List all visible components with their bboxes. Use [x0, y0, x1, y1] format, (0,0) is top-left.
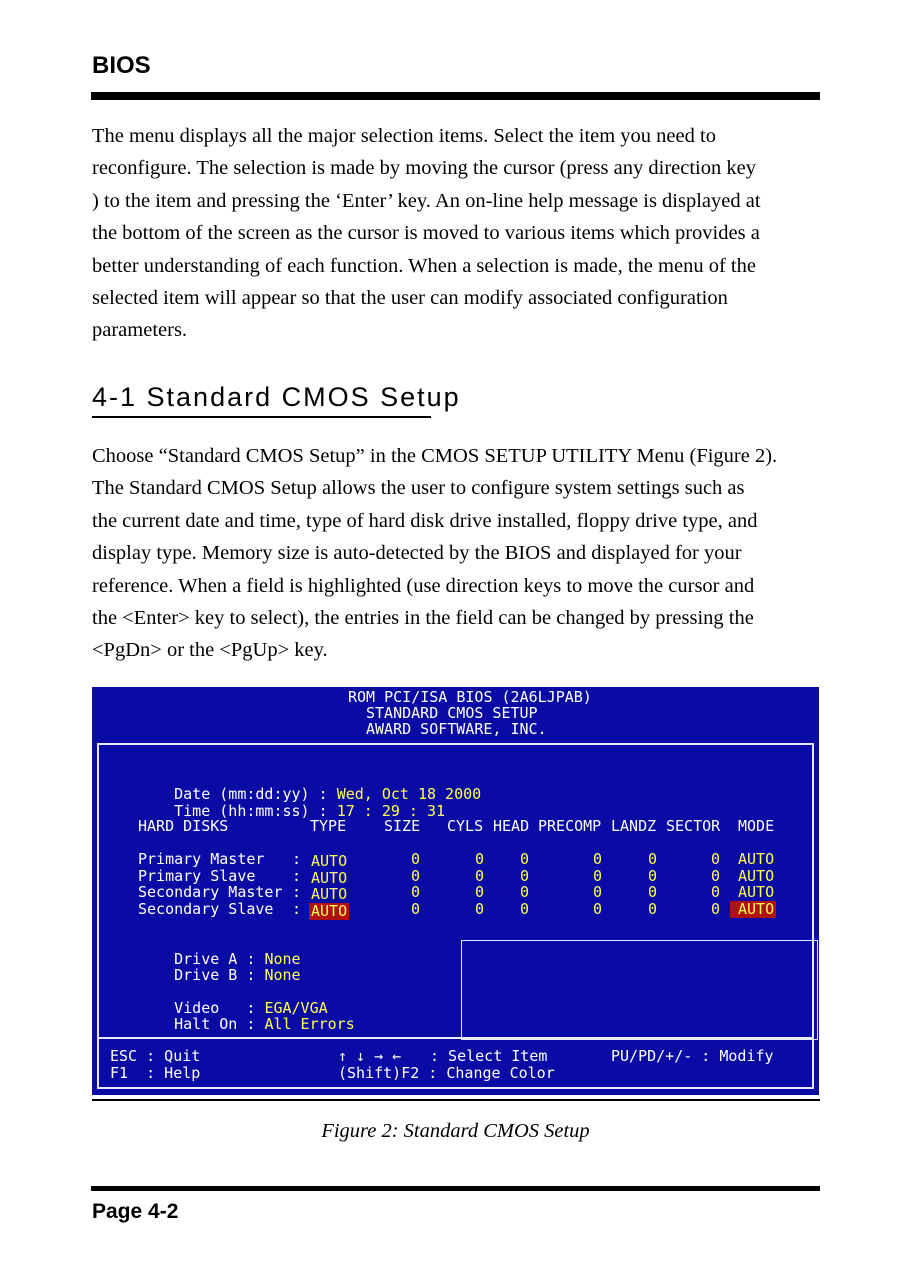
header-rule [91, 92, 820, 100]
bios-key-change-color: (Shift)F2 : Change Color [338, 1064, 555, 1082]
section-line: <PgDn> or the <PgUp> key. [92, 639, 328, 662]
disk-sep: : [292, 867, 302, 885]
disk-sector: 0 [711, 850, 721, 868]
disk-head: 0 [520, 867, 530, 885]
col-header-cyls: CYLS [447, 817, 484, 835]
disk-landz: 0 [648, 850, 658, 868]
disk-size: 0 [411, 883, 421, 901]
intro-paragraph [92, 120, 820, 347]
disk-name: Primary Slave [138, 867, 256, 885]
section-line: display type. Memory size is auto-detected by the BIOS and displayed for your [92, 542, 742, 565]
disk-cyls: 0 [475, 867, 485, 885]
time-label: Time (hh:mm:ss) : [174, 801, 337, 820]
col-header-size: SIZE [384, 817, 421, 835]
intro-line: The menu displays all the major selection items. Select the item you need to [92, 125, 716, 147]
drive-a-value[interactable]: None [264, 949, 301, 968]
date-value[interactable]: Wed, Oct 18 2000 [336, 784, 482, 803]
disk-mode[interactable]: AUTO [738, 850, 775, 868]
disk-landz: 0 [648, 883, 658, 901]
bios-key-esc: ESC : Quit [110, 1047, 201, 1065]
figure-caption: Figure 2: Standard CMOS Setup [321, 1120, 590, 1142]
col-header-hard-disks: HARD DISKS [138, 817, 229, 835]
bios-title-line: STANDARD CMOS SETUP [366, 704, 538, 722]
bios-screen [92, 687, 819, 1095]
section-paragraph [92, 440, 820, 667]
disk-mode[interactable]: AUTO [738, 883, 775, 901]
disk-precomp: 0 [593, 867, 603, 885]
intro-line: ) to the item and pressing the ‘Enter’ key. An on-line help message is displayed at [92, 189, 761, 212]
bios-key-modify: PU/PD/+/- : Modify [611, 1047, 774, 1065]
disk-landz: 0 [648, 900, 658, 918]
bios-key-select-item: : Select Item [430, 1047, 548, 1065]
disk-mode[interactable]: AUTO [738, 867, 775, 885]
drive-a-label: Drive A : [174, 949, 265, 968]
disk-cyls: 0 [475, 850, 485, 868]
intro-line: reconfigure. The selection is made by moving the cursor (press any direction key [92, 157, 756, 180]
disk-type[interactable]: AUTO [311, 885, 348, 903]
disk-head: 0 [520, 900, 530, 918]
disk-sector: 0 [711, 883, 721, 901]
video-label: Video : [174, 998, 265, 1017]
col-header-sector: SECTOR [666, 817, 721, 835]
bios-memory-panel [461, 940, 818, 1040]
col-header-type: TYPE [310, 817, 347, 835]
disk-type-highlighted[interactable]: AUTO [311, 902, 348, 920]
bios-title-line: AWARD SOFTWARE, INC. [366, 720, 547, 738]
drive-b-value[interactable]: None [264, 965, 301, 984]
disk-size: 0 [411, 900, 421, 918]
date-label: Date (mm:dd:yy) : [174, 784, 337, 803]
disk-type[interactable]: AUTO [311, 852, 348, 870]
disk-name: Secondary Master [138, 883, 283, 901]
disk-type[interactable]: AUTO [311, 869, 348, 887]
disk-precomp: 0 [593, 850, 603, 868]
disk-cyls: 0 [475, 883, 485, 901]
page-header-title: BIOS [92, 52, 151, 79]
disk-landz: 0 [648, 867, 658, 885]
section-title: 4-1 Standard CMOS Setup [92, 382, 461, 412]
disk-name: Secondary Slave [138, 900, 274, 918]
video-value[interactable]: EGA/VGA [264, 998, 328, 1017]
disk-sep: : [292, 850, 302, 868]
col-header-mode: MODE [738, 817, 775, 835]
disk-precomp: 0 [593, 883, 603, 901]
drive-b-label: Drive B : [174, 965, 265, 984]
disk-mode-highlighted[interactable]: AUTO [730, 901, 776, 918]
disk-sector: 0 [711, 900, 721, 918]
figure-bottom-rule [92, 1099, 820, 1101]
page-number: Page 4-2 [92, 1200, 179, 1223]
disk-sector: 0 [711, 867, 721, 885]
section-title-underline [92, 416, 431, 418]
arrow-keys-icon: ↑ ↓ → ← [338, 1047, 402, 1065]
time-value[interactable]: 17 : 29 : 31 [336, 801, 446, 820]
footer-rule [91, 1186, 820, 1191]
disk-sep: : [292, 900, 302, 918]
col-header-head: HEAD [493, 817, 530, 835]
disk-cyls: 0 [475, 900, 485, 918]
disk-head: 0 [520, 883, 530, 901]
halt-on-label: Halt On : [174, 1014, 265, 1033]
section-line: the current date and time, type of hard disk drive installed, floppy drive type, and [92, 509, 758, 532]
disk-name: Primary Master [138, 850, 265, 868]
disk-sep: : [292, 883, 302, 901]
section-line: the <Enter> key to select), the entries in the field can be changed by pressing the [92, 607, 754, 630]
intro-line: parameters. [92, 319, 188, 342]
intro-line: the bottom of the screen as the cursor is moved to various items which provides a [92, 222, 760, 245]
disk-head: 0 [520, 850, 530, 868]
disk-size: 0 [411, 850, 421, 868]
section-line: The Standard CMOS Setup allows the user to configure system settings such as [92, 477, 745, 500]
section-line: reference. When a field is highlighted (use direction keys to move the cursor and [92, 574, 755, 597]
col-header-precomp: PRECOMP [538, 817, 602, 835]
col-header-landz: LANDZ [611, 817, 657, 835]
bios-key-f1: F1 : Help [110, 1064, 201, 1082]
intro-line: selected item will appear so that the user can modify associated configuration [92, 287, 728, 310]
bios-title-line: ROM PCI/ISA BIOS (2A6LJPAB) [348, 688, 592, 706]
section-line: Choose “Standard CMOS Setup” in the CMOS SETUP UTILITY Menu (Figure 2). [92, 445, 778, 467]
disk-size: 0 [411, 867, 421, 885]
disk-precomp: 0 [593, 900, 603, 918]
halt-on-value[interactable]: All Errors [264, 1014, 355, 1033]
intro-line: better understanding of each function. When a selection is made, the menu of the [92, 254, 756, 277]
